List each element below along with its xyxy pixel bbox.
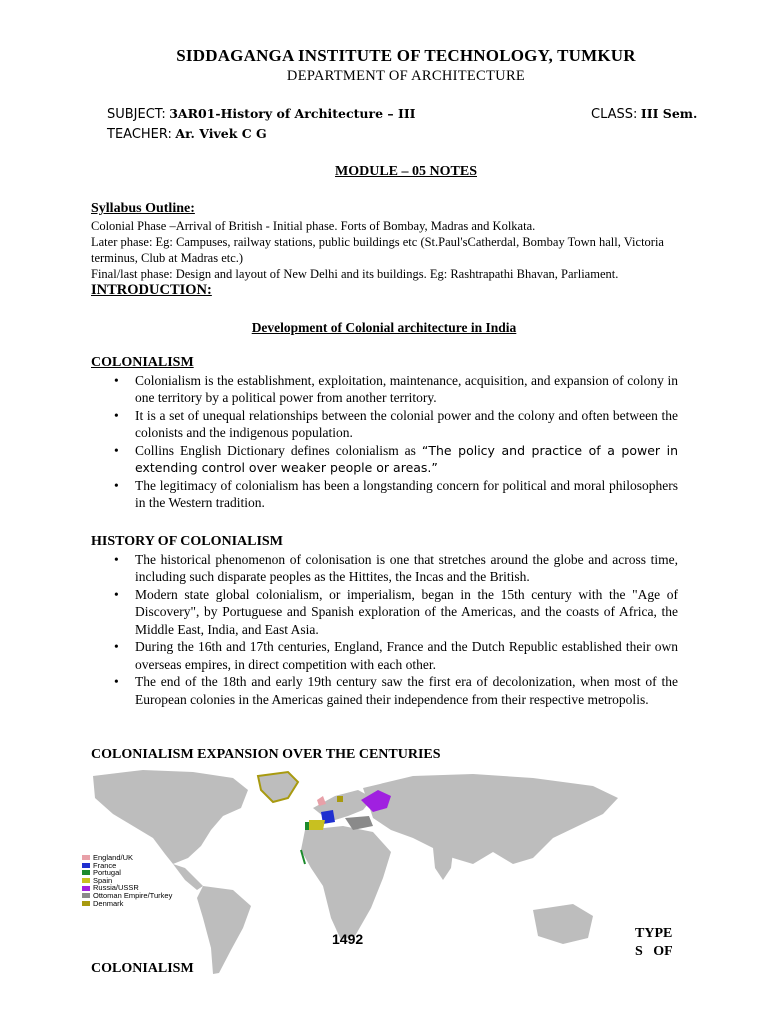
denmark-region: [337, 796, 343, 802]
legend-swatch: [82, 870, 90, 875]
map-legend: [82, 854, 172, 907]
legend-swatch: [82, 893, 90, 898]
legend-item: England/UK: [82, 854, 172, 862]
australia-landmass: [533, 904, 593, 944]
greenland-landmass: [258, 772, 298, 802]
collins-quote: “The policy and practice of a power in extending control over weaker people or areas.”: [135, 442, 678, 475]
teacher-value: Ar. Vivek C G: [175, 126, 267, 141]
bullet-icon: •: [114, 477, 119, 493]
list-item: • The end of the 18th and early 19th century saw the first era of decolonization, when most of the European colonies in the Americas gained their independence from their respective metropolis.: [114, 674, 678, 707]
types-line: S OF: [635, 944, 673, 959]
north-america-landmass: [93, 770, 248, 864]
list-item: • The historical phenomenon of colonisation is one that stretches around the globe and across time, including such disparate peoples as the Hittites, the Incas and the British.: [114, 551, 678, 584]
list-item: • Modern state global colonialism, or imperialism, began in the 15th century with the "Age of Discovery", by Portuguese and Spanish exploration of the Americas, and the coasts of Africa, the Middle East, India, and East Asia.: [114, 586, 678, 637]
legend-swatch: [82, 863, 90, 868]
expansion-heading: COLONIALISM EXPANSION OVER THE CENTURIES: [91, 747, 441, 762]
class-value: III Sem.: [640, 106, 698, 121]
portugal-region: [305, 822, 309, 830]
colonialism-label: COLONIALISM: [91, 961, 194, 976]
legend-item: Ottoman Empire/Turkey: [82, 892, 172, 900]
asia-landmass: [363, 774, 618, 864]
legend-swatch: [82, 878, 90, 883]
colonialism-heading: COLONIALISM: [91, 355, 194, 370]
syllabus-line: Later phase: Eg: Campuses, railway stations, public buildings etc (St.Paul'sCatherdal, Bombay Town hall, Victoria terminus, Club at Madras etc.): [91, 234, 664, 265]
india-landmass: [433, 848, 453, 880]
bullet-icon: •: [114, 586, 119, 602]
bullet-icon: •: [114, 674, 119, 689]
history-section: [91, 533, 678, 708]
introduction-heading: INTRODUCTION:: [91, 281, 212, 298]
legend-item: Russia/USSR: [82, 884, 172, 892]
legend-swatch: [82, 886, 90, 891]
colonialism-section: [91, 354, 678, 512]
syllabus-section: [91, 200, 678, 299]
syllabus-line: Colonial Phase –Arrival of British - Initial phase. Forts of Bombay, Madras and Kolkata.: [91, 218, 536, 233]
legend-item: France: [82, 862, 172, 870]
types-heading: [635, 925, 673, 961]
class-line: [591, 106, 697, 123]
map-year: 1492: [332, 931, 364, 947]
syllabus-heading: Syllabus Outline:: [91, 201, 195, 216]
department-title: DEPARTMENT OF ARCHITECTURE: [286, 68, 526, 84]
institute-title: SIDDAGANGA INSTITUTE OF TECHNOLOGY, TUMKUR: [176, 46, 636, 65]
syllabus-line: Final/last phase: Design and layout of New Delhi and its buildings. Eg: Rashtrapathi Bhavan, Parliament.: [91, 266, 619, 281]
module-title: MODULE – 05 NOTES: [335, 164, 477, 179]
class-label: CLASS:: [591, 107, 638, 122]
bullet-icon: •: [114, 372, 119, 388]
legend-item: Portugal: [82, 869, 172, 877]
subject-line: [107, 106, 416, 123]
development-heading: Development of Colonial architecture in India: [251, 320, 517, 335]
list-item: • The legitimacy of colonialism has been a longstanding concern for political and moral philosophers in the Western tradition.: [114, 477, 678, 510]
list-item: • Colonialism is the establishment, exploitation, maintenance, acquisition, and expansion of colony in one territory by a political power from another territory.: [114, 372, 678, 405]
list-item: • During the 16th and 17th centuries, England, France and the Dutch Republic established their own overseas empires, in direct competition with each other.: [114, 639, 678, 672]
legend-swatch: [82, 855, 90, 860]
list-item: • Collins English Dictionary defines colonialism as “The policy and practice of a power in extending control over weaker people or areas.”: [114, 442, 678, 475]
legend-item: Spain: [82, 877, 172, 885]
subject-label: SUBJECT:: [107, 107, 166, 122]
south-america-landmass: [197, 886, 251, 974]
bullet-icon: •: [114, 407, 119, 423]
teacher-line: [107, 126, 267, 143]
spain-region: [309, 820, 325, 830]
bullet-icon: •: [114, 639, 119, 654]
types-line: TYPE: [635, 926, 673, 941]
bullet-icon: •: [114, 551, 119, 567]
subject-value: 3AR01-History of Architecture – III: [169, 106, 416, 121]
teacher-label: TEACHER:: [107, 127, 172, 142]
central-america-landmass: [173, 864, 203, 890]
africa-landmass: [301, 826, 391, 940]
history-heading: HISTORY OF COLONIALISM: [91, 534, 283, 549]
legend-item: Denmark: [82, 900, 172, 908]
list-item: • It is a set of unequal relationships between the colonial power and the colony and often between the colonists and the indigenous population.: [114, 407, 678, 440]
bullet-icon: •: [114, 442, 119, 458]
legend-swatch: [82, 901, 90, 906]
